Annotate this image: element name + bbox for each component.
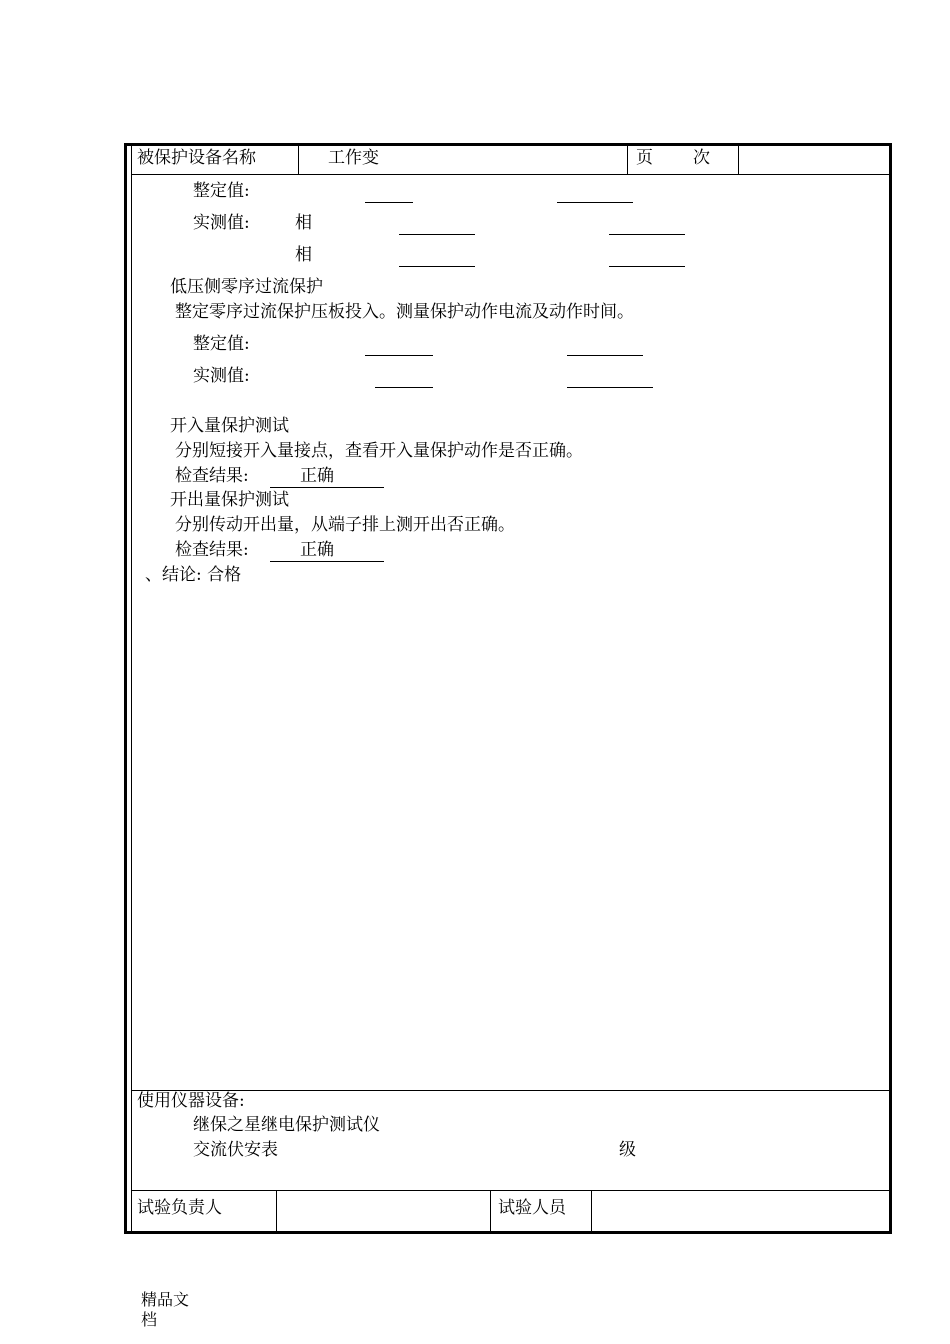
instruments-divider [132,1090,889,1091]
page-label-2: 次 [693,148,710,168]
signoff-col-divider-1 [276,1190,277,1233]
measured-value-label: 实测值: [193,213,250,233]
header-col-divider-3 [738,146,739,174]
setting-value-blank-2 [557,202,633,203]
output-test-title: 开出量保护测试 [170,490,289,510]
measured-blank-3 [399,266,475,267]
instrument-item-1: 继保之星继电保护测试仪 [193,1115,380,1135]
input-test-desc: 分别短接开入量接点，查看开入量保护动作是否正确。 [175,441,583,461]
phase-label-2: 相 [295,245,312,265]
header-col-divider-2 [627,146,628,174]
setting-value-blank-1 [365,202,413,203]
output-result-underline [270,561,384,562]
instruments-label: 使用仪器设备: [137,1091,245,1111]
signoff-divider [132,1190,889,1191]
conclusion: 、结论: 合格 [145,565,242,585]
device-name-value: 工作变 [328,148,379,168]
zero-seq-measured-blank-2 [567,387,653,388]
input-test-title: 开入量保护测试 [170,416,289,436]
footer-watermark: 精品文档 [141,1290,190,1329]
input-result-value: 正确 [300,466,334,486]
header-divider [132,174,889,175]
test-lead-label: 试验负责人 [137,1198,222,1218]
page-label-1: 页 [636,148,653,168]
zero-seq-desc: 整定零序过流保护压板投入。测量保护动作电流及动作时间。 [175,302,634,322]
header-col-divider-1 [298,146,299,174]
signoff-col-divider-3 [591,1190,592,1233]
zero-seq-setting-blank-1 [365,355,433,356]
measured-blank-2 [609,234,685,235]
output-result-value: 正确 [300,540,334,560]
test-staff-label: 试验人员 [498,1198,566,1218]
output-test-desc: 分别传动开出量，从端子排上测开出否正确。 [175,515,515,535]
instrument-item-2-grade: 级 [619,1140,636,1160]
input-result-underline [270,487,384,488]
zero-seq-measured-blank-1 [375,387,433,388]
zero-seq-measured-label: 实测值: [193,366,250,386]
device-name-label: 被保护设备名称 [137,148,256,168]
measured-blank-1 [399,234,475,235]
zero-seq-setting-blank-2 [567,355,643,356]
output-result-label: 检查结果: [175,540,249,560]
signoff-col-divider-2 [490,1190,491,1233]
zero-seq-title: 低压侧零序过流保护 [170,277,323,297]
setting-value-label: 整定值: [193,181,250,201]
input-result-label: 检查结果: [175,466,249,486]
phase-label-1: 相 [295,213,312,233]
measured-blank-4 [609,266,685,267]
instrument-item-2: 交流伏安表 [193,1140,278,1160]
zero-seq-setting-label: 整定值: [193,334,250,354]
